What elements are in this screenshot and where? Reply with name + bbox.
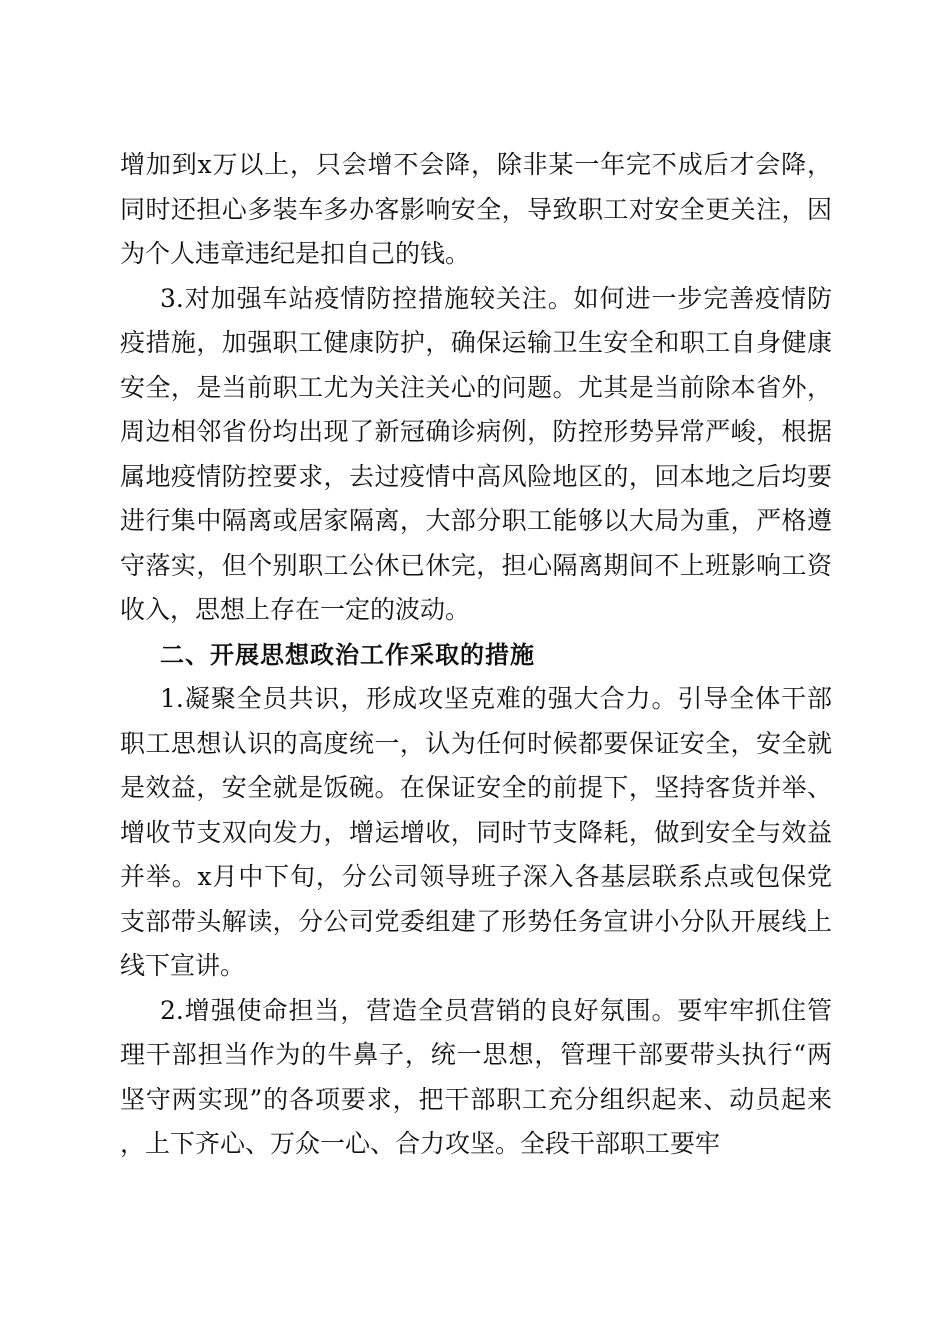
paragraph-mission: 2.增强使命担当，营造全员营销的良好氛围。要牢牢抓住管理干部担当作为的牛鼻子，统一思想，管理干部要带头执行“两坚守两实现”的各项要求，把干部职工充分组织起来、动员起来，上下齐心、万众一心、合力攻坚。全段干部职工要牢 [120, 995, 832, 1158]
section-heading-measures: 二、开展思想政治工作采取的措施 [160, 640, 535, 669]
document-body [120, 143, 832, 1167]
paragraph-consensus: 1.凝聚全员共识，形成攻坚克难的强大合力。引导全体干部职工思想认识的高度统一，认为任何时候都要保证安全，安全就是效益，安全就是饭碗。在保证安全的前提下，坚持客货并举、增收节支双向发力，增运增收，同时节支降耗，做到安全与效益并举。x月中下旬，分公司领导班子深入各基层联系点或包保党支部带头解读，分公司党委组建了形势任务宣讲小分队开展线上线下宣讲。 [120, 684, 832, 980]
paragraph-safety-concern: 增加到x万以上，只会增不会降，除非某一年完不成后才会降，同时还担心多装车多办客影响安全，导致职工对安全更关注，因为个人违章违纪是扣自己的钱。 [120, 150, 832, 268]
paragraph-epidemic-control: 3.对加强车站疫情防控措施较关注。如何进一步完善疫情防疫措施，加强职工健康防护，确保运输卫生安全和职工自身健康安全，是当前职工尤为关注关心的问题。尤其是当前除本省外，周边相邻省份均出现了新冠确诊病例，防控形势异常严峻，根据属地疫情防控要求，去过疫情中高风险地区的，回本地之后均要进行集中隔离或居家隔离，大部分职工能够以大局为重，严格遵守落实，但个别职工公休已休完，担心隔离期间不上班影响工资收入，思想上存在一定的波动。 [120, 283, 832, 624]
